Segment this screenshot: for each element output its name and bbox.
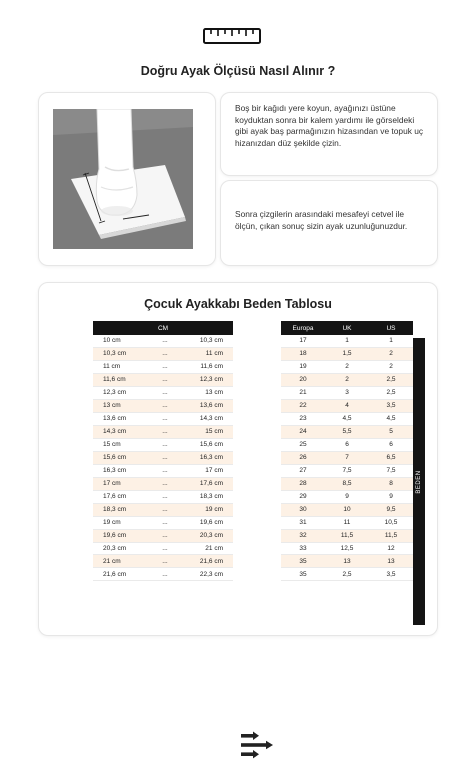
cm-to: 15 cm <box>179 425 233 438</box>
uk-size: 8,5 <box>325 477 369 490</box>
cm-to: 14,3 cm <box>179 412 233 425</box>
cm-table-row <box>93 516 233 529</box>
us-size: 13 <box>369 555 413 568</box>
us-size: 2,5 <box>369 373 413 386</box>
cm-to: 19 cm <box>179 503 233 516</box>
cm-from: 19 cm <box>93 516 151 529</box>
cm-dots: ... <box>151 386 179 399</box>
eu-size: 21 <box>281 386 325 399</box>
cm-dots: ... <box>151 412 179 425</box>
cm-from: 17,6 cm <box>93 490 151 503</box>
cm-to: 11,6 cm <box>179 360 233 373</box>
us-size: 8 <box>369 477 413 490</box>
cm-table-row <box>93 335 233 347</box>
cm-from: 14,3 cm <box>93 425 151 438</box>
uk-size: 7 <box>325 451 369 464</box>
uk-size: 10 <box>325 503 369 516</box>
cm-to: 12,3 cm <box>179 373 233 386</box>
uk-size: 1,5 <box>325 347 369 360</box>
cm-to: 15,6 cm <box>179 438 233 451</box>
foot-photo-card <box>38 92 216 266</box>
cm-table-row <box>93 477 233 490</box>
cm-to: 19,6 cm <box>179 516 233 529</box>
cm-dots: ... <box>151 451 179 464</box>
cm-dots: ... <box>151 568 179 581</box>
eu-size: 31 <box>281 516 325 529</box>
uk-size: 12,5 <box>325 542 369 555</box>
cm-to: 18,3 cm <box>179 490 233 503</box>
cm-from: 19,6 cm <box>93 529 151 542</box>
size-table-row <box>281 464 413 477</box>
beden-side-label <box>413 338 425 625</box>
col-header-uk: UK <box>325 321 369 335</box>
ruler-icon <box>203 28 261 44</box>
cm-table-row <box>93 568 233 581</box>
us-size: 11,5 <box>369 529 413 542</box>
uk-size: 5,5 <box>325 425 369 438</box>
cm-dots: ... <box>151 360 179 373</box>
uk-size: 2 <box>325 373 369 386</box>
cm-table-row <box>93 347 233 360</box>
size-table-row <box>281 399 413 412</box>
cm-to: 22,3 cm <box>179 568 233 581</box>
uk-size: 11,5 <box>325 529 369 542</box>
cm-dots: ... <box>151 490 179 503</box>
size-table-row <box>281 347 413 360</box>
eu-size: 26 <box>281 451 325 464</box>
us-size: 6,5 <box>369 451 413 464</box>
uk-size: 4 <box>325 399 369 412</box>
size-table-row <box>281 373 413 386</box>
us-size: 2 <box>369 347 413 360</box>
uk-size: 1 <box>325 335 369 347</box>
cm-from: 15,6 cm <box>93 451 151 464</box>
cm-table-row <box>93 373 233 386</box>
us-size: 9,5 <box>369 503 413 516</box>
uk-size: 7,5 <box>325 464 369 477</box>
page-title: Doğru Ayak Ölçüsü Nasıl Alınır ? <box>140 64 336 78</box>
us-size: 5 <box>369 425 413 438</box>
cm-to: 13 cm <box>179 386 233 399</box>
eu-size: 25 <box>281 438 325 451</box>
cm-from: 10,3 cm <box>93 347 151 360</box>
col-header-us: US <box>369 321 413 335</box>
cm-table-row <box>93 464 233 477</box>
cm-from: 10 cm <box>93 335 151 347</box>
eu-size: 24 <box>281 425 325 438</box>
cm-table-row <box>93 386 233 399</box>
cm-to: 13,6 cm <box>179 399 233 412</box>
arrows-icon <box>241 730 275 760</box>
cm-from: 15 cm <box>93 438 151 451</box>
cm-to: 16,3 cm <box>179 451 233 464</box>
uk-size: 3 <box>325 386 369 399</box>
cm-table-row <box>93 490 233 503</box>
cm-from: 20,3 cm <box>93 542 151 555</box>
cm-table-row <box>93 438 233 451</box>
cm-table-row <box>93 542 233 555</box>
cm-table-row <box>93 425 233 438</box>
us-size: 4,5 <box>369 412 413 425</box>
us-size: 3,5 <box>369 568 413 581</box>
cm-from: 13 cm <box>93 399 151 412</box>
cm-dots: ... <box>151 335 179 347</box>
cm-table-row <box>93 399 233 412</box>
cm-dots: ... <box>151 399 179 412</box>
instruction-card-2 <box>220 180 438 266</box>
size-table-row <box>281 568 413 581</box>
cm-header: CM <box>93 321 233 335</box>
eu-size: 22 <box>281 399 325 412</box>
cm-table-row <box>93 555 233 568</box>
eu-size: 17 <box>281 335 325 347</box>
size-table-row <box>281 451 413 464</box>
uk-size: 2,5 <box>325 568 369 581</box>
cm-dots: ... <box>151 373 179 386</box>
us-size: 10,5 <box>369 516 413 529</box>
size-table-row <box>281 555 413 568</box>
uk-size: 4,5 <box>325 412 369 425</box>
cm-from: 21,6 cm <box>93 568 151 581</box>
us-size: 9 <box>369 490 413 503</box>
instruction-text-1: Boş bir kağıdı yere koyun, ayağınızı üstüne koyduktan sonra bir kalem yardımı ile görseldeki gibi ayak baş parmağınızın hizasından ve topuk uç hizanızdan düz şekilde çizin. <box>235 103 424 148</box>
cm-to: 11 cm <box>179 347 233 360</box>
eu-size: 28 <box>281 477 325 490</box>
cm-dots: ... <box>151 477 179 490</box>
eu-size: 33 <box>281 542 325 555</box>
shoe-size-table <box>281 321 413 581</box>
cm-table-row <box>93 529 233 542</box>
cm-dots: ... <box>151 503 179 516</box>
cm-to: 20,3 cm <box>179 529 233 542</box>
cm-to: 17 cm <box>179 464 233 477</box>
eu-size: 18 <box>281 347 325 360</box>
eu-size: 35 <box>281 568 325 581</box>
cm-from: 11,6 cm <box>93 373 151 386</box>
cm-dots: ... <box>151 529 179 542</box>
uk-size: 6 <box>325 438 369 451</box>
cm-dots: ... <box>151 516 179 529</box>
size-table-row <box>281 529 413 542</box>
size-table-row <box>281 438 413 451</box>
cm-dots: ... <box>151 425 179 438</box>
size-table-row <box>281 335 413 347</box>
eu-size: 30 <box>281 503 325 516</box>
eu-size: 32 <box>281 529 325 542</box>
uk-size: 2 <box>325 360 369 373</box>
cm-from: 13,6 cm <box>93 412 151 425</box>
eu-size: 29 <box>281 490 325 503</box>
cm-table-row <box>93 360 233 373</box>
size-table-card <box>38 282 438 636</box>
size-table-row <box>281 425 413 438</box>
cm-from: 16,3 cm <box>93 464 151 477</box>
eu-size: 27 <box>281 464 325 477</box>
cm-from: 21 cm <box>93 555 151 568</box>
cm-from: 11 cm <box>93 360 151 373</box>
cm-table-row <box>93 503 233 516</box>
cm-to: 21 cm <box>179 542 233 555</box>
cm-to: 17,6 cm <box>179 477 233 490</box>
eu-size: 23 <box>281 412 325 425</box>
size-table-title: Çocuk Ayakkabı Beden Tablosu <box>144 297 332 311</box>
size-table-row <box>281 412 413 425</box>
us-size: 2 <box>369 360 413 373</box>
cm-dots: ... <box>151 464 179 477</box>
cm-table-row <box>93 412 233 425</box>
us-size: 3,5 <box>369 399 413 412</box>
size-table-row <box>281 477 413 490</box>
cm-dots: ... <box>151 555 179 568</box>
uk-size: 13 <box>325 555 369 568</box>
uk-size: 11 <box>325 516 369 529</box>
uk-size: 9 <box>325 490 369 503</box>
cm-table-row <box>93 451 233 464</box>
cm-to: 21,6 cm <box>179 555 233 568</box>
us-size: 2,5 <box>369 386 413 399</box>
size-table-row <box>281 360 413 373</box>
eu-size: 20 <box>281 373 325 386</box>
foot-measure-image <box>53 109 193 249</box>
eu-size: 19 <box>281 360 325 373</box>
beden-label-text: BEDEN <box>416 469 422 494</box>
us-size: 12 <box>369 542 413 555</box>
eu-size: 35 <box>281 555 325 568</box>
size-table-row <box>281 503 413 516</box>
cm-dots: ... <box>151 542 179 555</box>
size-table-row <box>281 542 413 555</box>
size-table-row <box>281 516 413 529</box>
us-size: 1 <box>369 335 413 347</box>
size-table-row <box>281 386 413 399</box>
cm-dots: ... <box>151 438 179 451</box>
col-header-europa: Europa <box>281 321 325 335</box>
cm-from: 18,3 cm <box>93 503 151 516</box>
instruction-text-2: Sonra çizgilerin arasındaki mesafeyi cetvel ile ölçün, çıkan sonuç sizin ayak uzunluğunuzdur. <box>235 209 408 231</box>
us-size: 7,5 <box>369 464 413 477</box>
cm-dots: ... <box>151 347 179 360</box>
cm-table <box>93 321 233 581</box>
instruction-card-1 <box>220 92 438 176</box>
size-table-row <box>281 490 413 503</box>
us-size: 6 <box>369 438 413 451</box>
cm-to: 10,3 cm <box>179 335 233 347</box>
cm-from: 12,3 cm <box>93 386 151 399</box>
cm-from: 17 cm <box>93 477 151 490</box>
